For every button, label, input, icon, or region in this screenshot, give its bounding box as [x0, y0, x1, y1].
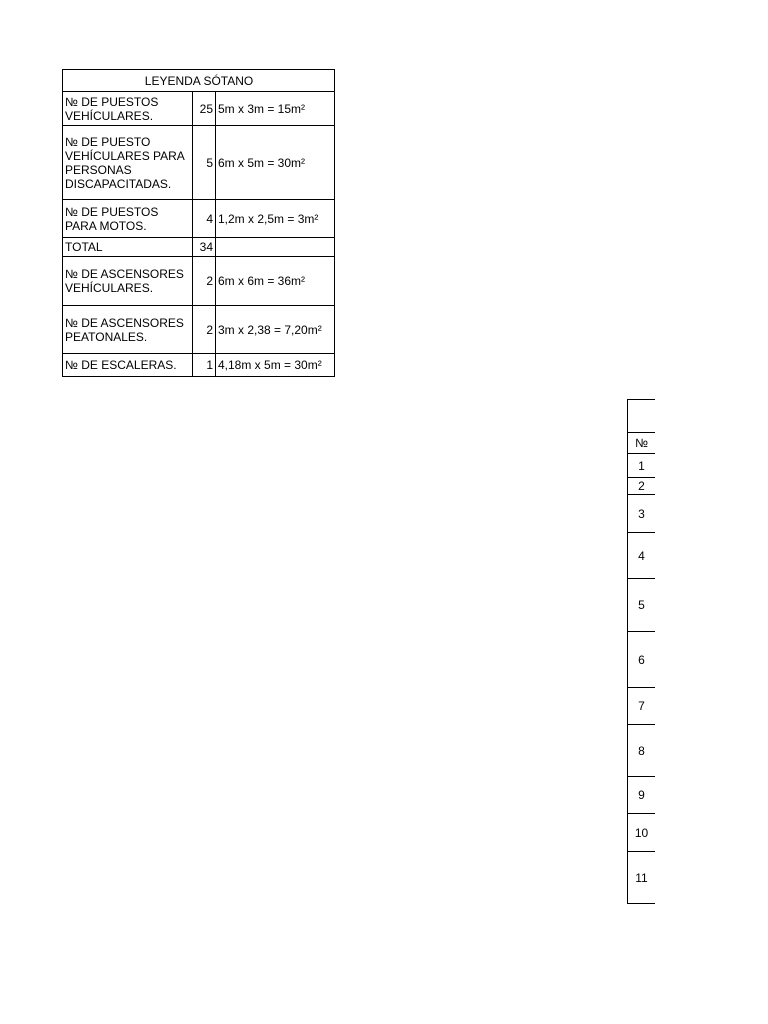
- row-number: 9: [628, 777, 656, 814]
- row-count: 34: [193, 238, 216, 257]
- row-number: 3: [628, 495, 656, 533]
- row-number: 8: [628, 725, 656, 777]
- row-count: 2: [193, 306, 216, 354]
- table-row: [63, 257, 335, 306]
- table-row: [628, 478, 656, 495]
- row-dimension: 6m x 5m = 30m²: [216, 126, 335, 200]
- table-row: [628, 533, 656, 579]
- table-row: [63, 354, 335, 377]
- legend-title: LEYENDA SÓTANO: [63, 70, 335, 92]
- number-column-table: [627, 399, 655, 904]
- row-dimension: 4,18m x 5m = 30m²: [216, 354, 335, 377]
- row-dimension: 6m x 6m = 36m²: [216, 257, 335, 306]
- row-label: TOTAL: [63, 238, 193, 257]
- table-row: [63, 126, 335, 200]
- table-row: [63, 200, 335, 238]
- row-label: № DE ASCENSORES PEATONALES.: [63, 306, 193, 354]
- row-number: 2: [628, 478, 656, 495]
- row-dimension: 3m x 2,38 = 7,20m²: [216, 306, 335, 354]
- table-row: [628, 814, 656, 852]
- row-dimension: 5m x 3m = 15m²: [216, 92, 335, 126]
- table-row: [628, 632, 656, 688]
- row-label: № DE PUESTOS PARA MOTOS.: [63, 200, 193, 238]
- table-row: [628, 454, 656, 478]
- row-number: 1: [628, 454, 656, 478]
- row-label: № DE PUESTOS VEHÍCULARES.: [63, 92, 193, 126]
- table-row: [63, 92, 335, 126]
- row-number: 4: [628, 533, 656, 579]
- table-row: [628, 495, 656, 533]
- header-row: [628, 433, 656, 454]
- row-count: 1: [193, 354, 216, 377]
- table-row: [628, 725, 656, 777]
- row-number: 10: [628, 814, 656, 852]
- row-number: 11: [628, 852, 656, 904]
- row-number: 6: [628, 632, 656, 688]
- blank-cell: [628, 400, 656, 433]
- table-row: [628, 579, 656, 632]
- row-number: 7: [628, 688, 656, 725]
- row-label: № DE ESCALERAS.: [63, 354, 193, 377]
- legend-table: [62, 69, 335, 377]
- row-count: 2: [193, 257, 216, 306]
- table-row: [63, 306, 335, 354]
- row-label: № DE ASCENSORES VEHÍCULARES.: [63, 257, 193, 306]
- total-row: [63, 238, 335, 257]
- row-dimension: 1,2m x 2,5m = 3m²: [216, 200, 335, 238]
- row-count: 4: [193, 200, 216, 238]
- blank-header-row: [628, 400, 656, 433]
- table-row: [628, 777, 656, 814]
- number-header: №: [628, 433, 656, 454]
- row-count: 5: [193, 126, 216, 200]
- table-row: [628, 688, 656, 725]
- row-label: № DE PUESTO VEHÍCULARES PARA PERSONAS DISCAPACITADAS.: [63, 126, 193, 200]
- row-dimension: [216, 238, 335, 257]
- row-number: 5: [628, 579, 656, 632]
- legend-title-row: [63, 70, 335, 92]
- row-count: 25: [193, 92, 216, 126]
- table-row: [628, 852, 656, 904]
